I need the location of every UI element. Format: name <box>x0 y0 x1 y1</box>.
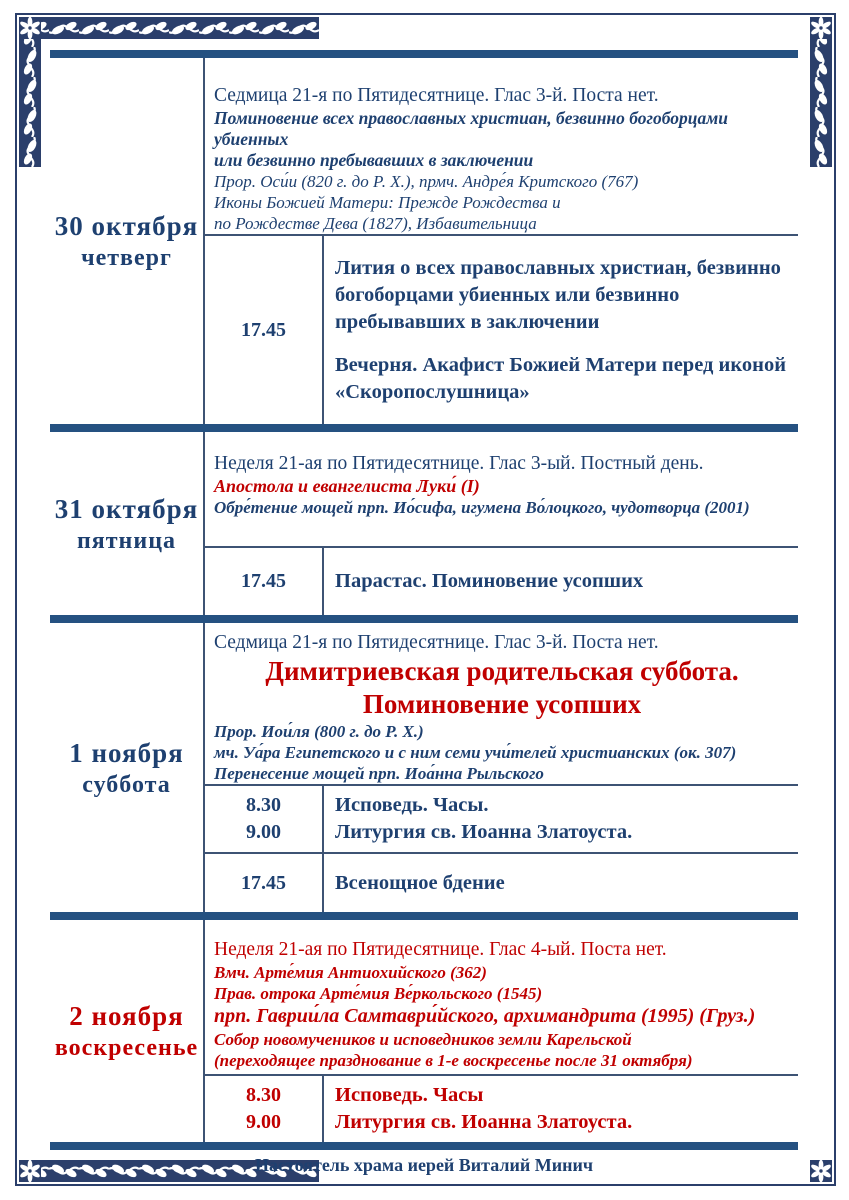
corner-flower-icon <box>810 1160 832 1182</box>
day-description <box>205 623 798 784</box>
apostle-line: Апостола и евангелиста Луки́ (I) <box>214 476 480 496</box>
feast-title-line: Димитриевская родительская суббота. <box>265 656 739 686</box>
date-cell <box>50 432 205 615</box>
service-entry: Лития о всех православных христиан, безвинно богоборцами убиенных или безвинно пребывавших в заключении <box>335 256 781 333</box>
service-time: 9.00 <box>246 1111 281 1133</box>
saints-line: Обре́тение мощей прп. Ио́сифа, игумена Во́лоцкого, чудотворца (2001) <box>214 498 750 517</box>
saints-line: (переходящее празднование в 1-е воскресенье после 31 октября) <box>214 1051 693 1070</box>
time-cell <box>205 236 324 424</box>
time-cell <box>205 854 324 912</box>
day-row-sunday <box>50 920 798 1142</box>
weekday-label: пятница <box>76 527 177 554</box>
day-description <box>205 920 798 1074</box>
date-cell <box>50 58 205 424</box>
time-cell <box>205 786 324 852</box>
date-label: 1 ноября <box>69 737 184 768</box>
schedule-table <box>50 50 798 1180</box>
service-time: 8.30 <box>246 1084 281 1106</box>
service-row <box>205 234 798 424</box>
week-header-line: Седмица 21-я по Пятидесятнице. Глас 3-й. Поста нет. <box>214 85 659 106</box>
row-separator-bar <box>50 615 798 623</box>
border-vine-pattern-left <box>19 17 41 167</box>
border-vine-pattern-top <box>19 17 319 39</box>
service-time: 17.45 <box>241 570 286 592</box>
saints-line: Прор. Оси́и (820 г. до Р. Х.), прмч. Андре́я Критского (767) <box>214 172 639 191</box>
border-vine-pattern-right <box>810 17 832 167</box>
day-details <box>205 920 798 1142</box>
day-details <box>205 58 798 424</box>
memorial-line: или безвинно пребывавших в заключении <box>214 150 534 170</box>
saints-line: Собор новомучеников и исповедников земли Карельской <box>214 1030 632 1049</box>
service-entry: Исповедь. Часы <box>335 1084 484 1106</box>
service-time: 9.00 <box>246 821 281 843</box>
service-row <box>205 784 798 852</box>
memorial-line: Поминовение всех православных христиан, безвинно богоборцами убиенных <box>214 108 728 149</box>
rector-footer-note: Настоятель храма иерей Виталий Минич <box>254 1154 593 1175</box>
time-cell <box>205 548 324 615</box>
saints-line: Прор. Иои́ля (800 г. до Р. Х.) <box>214 722 424 741</box>
service-row <box>205 546 798 615</box>
saints-line: Вмч. Арте́мия Антиохийского (362) <box>214 963 487 982</box>
day-details <box>205 432 798 615</box>
saints-line: Прав. отрока Арте́мия Ве́ркольского (1545) <box>214 984 543 1003</box>
week-header-line: Неделя 21-ая по Пятидесятнице. Глас 4-ый. Поста нет. <box>214 939 667 960</box>
corner-flower-icon <box>19 1160 41 1182</box>
day-row-thursday <box>50 58 798 424</box>
date-label: 31 октября <box>54 493 199 524</box>
row-separator-bar <box>50 50 798 58</box>
weekday-label: суббота <box>82 771 171 798</box>
service-time: 17.45 <box>241 318 286 341</box>
corner-flower-icon <box>810 17 832 39</box>
service-cell <box>324 236 798 424</box>
date-label: 30 октября <box>54 211 199 241</box>
saints-line: по Рождестве Дева (1827), Избавительница <box>214 214 537 233</box>
service-cell <box>324 1076 798 1142</box>
service-entry: Исповедь. Часы. <box>335 794 489 816</box>
weekday-label: воскресенье <box>54 1035 199 1061</box>
service-row <box>205 1074 798 1142</box>
service-time: 8.30 <box>246 794 281 816</box>
service-cell <box>324 548 798 615</box>
service-entry: Всенощное бдение <box>335 871 505 894</box>
row-separator-bar <box>50 1142 798 1150</box>
day-description <box>205 432 798 546</box>
service-cell <box>324 786 798 852</box>
date-cell <box>50 920 205 1142</box>
week-header-line: Неделя 21-ая по Пятидесятнице. Глас 3-ый. Постный день. <box>214 453 704 474</box>
time-cell <box>205 1076 324 1142</box>
service-entry: Литургия св. Иоанна Златоуста. <box>335 821 633 843</box>
service-cell <box>324 854 798 912</box>
service-time: 17.45 <box>241 871 286 894</box>
row-separator-bar <box>50 912 798 920</box>
saints-line: прп. Гаврии́ла Самтаври́йского, архимандрита (1995) (Груз.) <box>214 1005 756 1027</box>
date-label: 2 ноября <box>69 1001 184 1031</box>
saints-line: Иконы Божией Матери: Прежде Рождества и <box>214 193 561 212</box>
date-cell <box>50 623 205 912</box>
day-details <box>205 623 798 912</box>
day-description <box>205 58 798 234</box>
day-row-friday <box>50 432 798 615</box>
day-row-saturday <box>50 623 798 912</box>
service-entry: Вечерня. Акафист Божией Матери перед иконой «Скоропослушница» <box>335 353 787 403</box>
feast-title-line: Поминовение усопших <box>362 689 642 719</box>
service-row <box>205 852 798 912</box>
saints-line: мч. Уа́ра Египетского и с ним семи учи́телей христианских (ок. 307) <box>214 743 737 762</box>
weekday-label: четверг <box>81 245 172 271</box>
row-separator-bar <box>50 424 798 432</box>
saints-line: Перенесение мощей прп. Иоа́нна Рыльского <box>214 764 544 783</box>
service-entry: Литургия св. Иоанна Златоуста. <box>335 1111 633 1133</box>
service-entry: Парастас. Поминовение усопших <box>335 570 644 592</box>
corner-flower-icon <box>19 17 41 39</box>
week-header-line: Седмица 21-я по Пятидесятнице. Глас 3-й. Поста нет. <box>214 632 659 653</box>
